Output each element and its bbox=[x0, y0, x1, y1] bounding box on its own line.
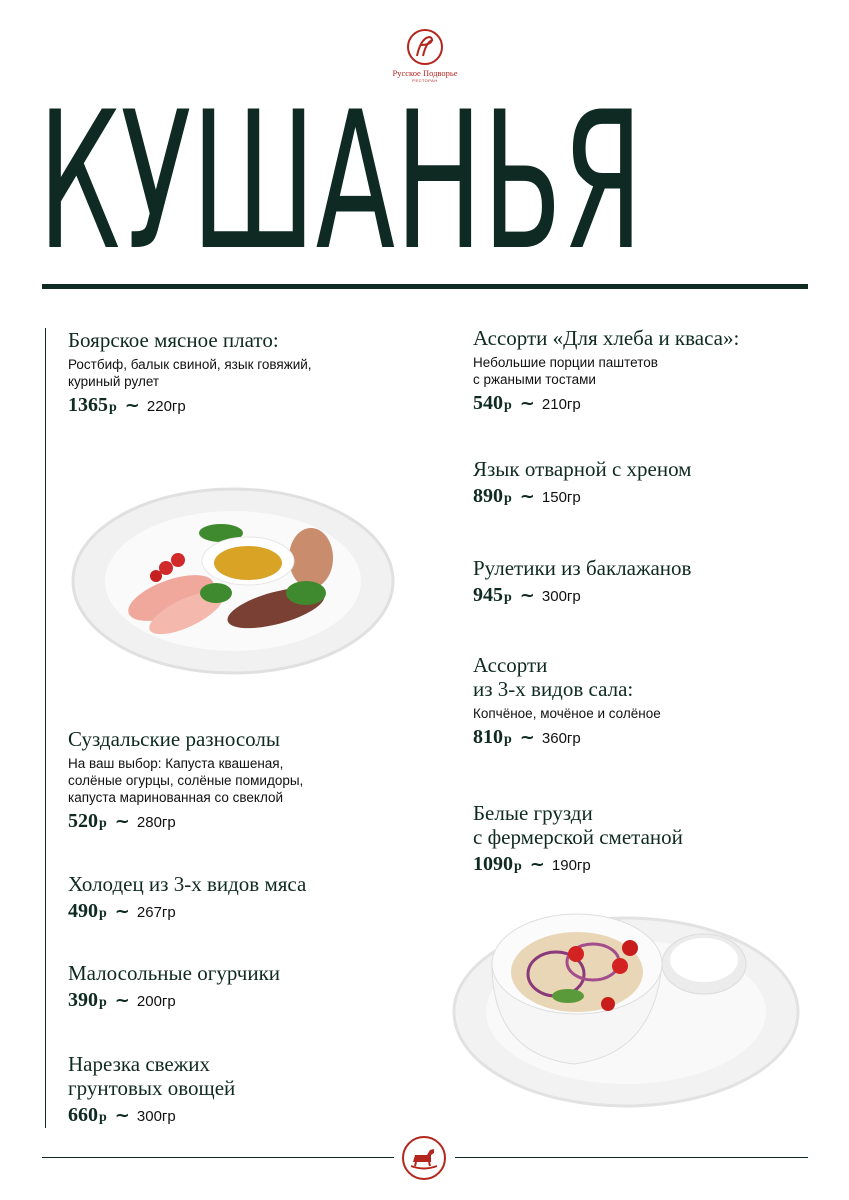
meat-platter-photo bbox=[66, 478, 400, 680]
menu-item-suzdal-pickles bbox=[68, 727, 398, 833]
item-description: Ростбиф, балык свиной, язык говяжий, куриный рулет bbox=[68, 357, 312, 389]
item-description: Небольшие порции паштетов с ржаными тостами bbox=[473, 355, 658, 387]
tilde-separator: ~ bbox=[529, 854, 545, 875]
item-weight: 220гр bbox=[146, 398, 186, 415]
item-name: Рулетики из баклажанов bbox=[473, 556, 692, 580]
item-price: 945 bbox=[473, 584, 503, 606]
item-currency: р bbox=[504, 398, 512, 413]
logo-emblem-icon bbox=[403, 28, 447, 66]
item-name: Холодец из 3-х видов мяса bbox=[68, 872, 307, 896]
item-weight: 300гр bbox=[541, 588, 581, 605]
item-name: Суздальские разносолы bbox=[68, 727, 280, 751]
item-currency: р bbox=[109, 400, 117, 415]
item-price-row bbox=[68, 900, 398, 923]
tilde-separator: ~ bbox=[124, 395, 140, 416]
item-price-row bbox=[68, 810, 398, 833]
rocking-horse-icon bbox=[401, 1135, 447, 1181]
footer-divider-right bbox=[455, 1157, 808, 1158]
item-price-row bbox=[68, 394, 398, 417]
title-divider bbox=[42, 284, 808, 289]
item-price-row bbox=[473, 726, 813, 749]
item-weight: 300гр bbox=[136, 1108, 176, 1125]
item-currency: р bbox=[99, 1110, 107, 1125]
item-name: Белые грузди с фермерской сметаной bbox=[473, 801, 683, 849]
item-currency: р bbox=[514, 859, 522, 874]
item-currency: р bbox=[99, 906, 107, 921]
item-price: 390 bbox=[68, 989, 98, 1011]
item-name: Язык отварной с хреном bbox=[473, 457, 692, 481]
footer-divider-left bbox=[42, 1157, 394, 1158]
item-currency: р bbox=[99, 995, 107, 1010]
item-currency: р bbox=[504, 590, 512, 605]
item-name: Ассорти «Для хлеба и кваса»: bbox=[473, 326, 740, 350]
menu-item-aspic bbox=[68, 872, 398, 923]
item-price: 1365 bbox=[68, 394, 108, 416]
item-weight: 210гр bbox=[541, 396, 581, 413]
item-weight: 280гр bbox=[136, 814, 176, 831]
menu-item-bread-kvass-assorti bbox=[473, 326, 813, 415]
item-price-row bbox=[473, 584, 813, 607]
item-price-row bbox=[68, 989, 398, 1012]
item-currency: р bbox=[504, 732, 512, 747]
tilde-separator: ~ bbox=[114, 901, 130, 922]
menu-item-boiled-tongue bbox=[473, 457, 813, 508]
item-price: 540 bbox=[473, 392, 503, 414]
item-price: 1090 bbox=[473, 853, 513, 875]
item-description: На ваш выбор: Капуста квашеная, солёные огурцы, солёные помидоры, капуста маринованная со свеклой bbox=[68, 756, 304, 805]
menu-item-fresh-vegetables bbox=[68, 1052, 398, 1127]
tilde-separator: ~ bbox=[519, 486, 535, 507]
item-price: 810 bbox=[473, 726, 503, 748]
item-weight: 267гр bbox=[136, 904, 176, 921]
menu-item-eggplant-rolls bbox=[473, 556, 813, 607]
tilde-separator: ~ bbox=[519, 393, 535, 414]
tilde-separator: ~ bbox=[519, 727, 535, 748]
tilde-separator: ~ bbox=[114, 811, 130, 832]
item-price-row bbox=[473, 485, 813, 508]
item-name: Нарезка свежих грунтовых овощей bbox=[68, 1052, 236, 1100]
brand-logo bbox=[385, 28, 465, 83]
tilde-separator: ~ bbox=[114, 990, 130, 1011]
item-price-row bbox=[473, 853, 813, 876]
page-title bbox=[38, 92, 658, 257]
page-title-text: КУШАНЬЯ bbox=[38, 92, 643, 257]
left-column-rule bbox=[45, 328, 46, 1128]
tilde-separator: ~ bbox=[114, 1105, 130, 1126]
mushroom-bowl-photo bbox=[448, 904, 804, 1112]
item-name: Малосольные огурчики bbox=[68, 961, 281, 985]
brand-name: Русское Подворье bbox=[392, 68, 458, 78]
item-name: Боярское мясное плато: bbox=[68, 328, 279, 352]
tilde-separator: ~ bbox=[519, 585, 535, 606]
item-weight: 150гр bbox=[541, 489, 581, 506]
item-price: 490 bbox=[68, 900, 98, 922]
menu-item-white-mushrooms bbox=[473, 801, 813, 876]
menu-item-boyar-plate bbox=[68, 328, 398, 417]
item-weight: 190гр bbox=[551, 857, 591, 874]
item-price: 660 bbox=[68, 1104, 98, 1126]
item-name: Ассорти из 3-х видов сала: bbox=[473, 653, 634, 701]
item-price: 890 bbox=[473, 485, 503, 507]
item-price-row bbox=[68, 1104, 398, 1127]
item-description: Копчёное, мочёное и солёное bbox=[473, 706, 661, 721]
menu-item-salo-assorti bbox=[473, 653, 813, 749]
item-currency: р bbox=[99, 816, 107, 831]
item-price-row bbox=[473, 392, 813, 415]
item-price: 520 bbox=[68, 810, 98, 832]
brand-subtitle: РЕСТОРАН bbox=[412, 78, 438, 83]
item-currency: р bbox=[504, 491, 512, 506]
menu-item-pickled-cucumbers bbox=[68, 961, 398, 1012]
item-weight: 200гр bbox=[136, 993, 176, 1010]
item-weight: 360гр bbox=[541, 730, 581, 747]
